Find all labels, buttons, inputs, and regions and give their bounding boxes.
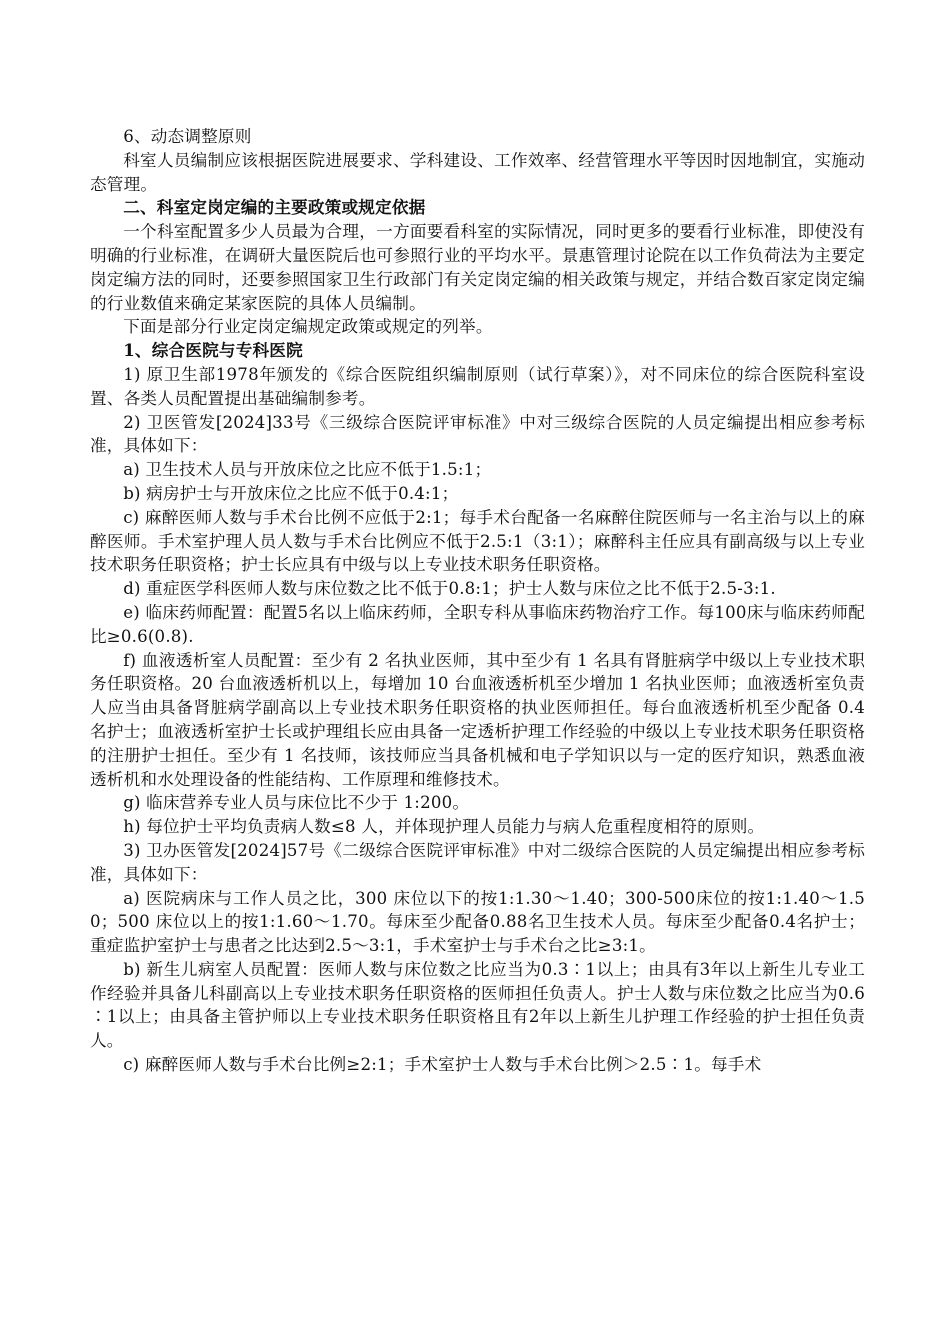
list-item: c) 麻醉医师人数与手术台比例≥2:1；手术室护士人数与手术台比例＞2.5∶1。每手术 bbox=[123, 1055, 762, 1075]
list-item: d) 重症医学科医师人数与床位数之比不低于0.8:1；护士人数与床位之比不低于2.5-3:1. bbox=[123, 579, 776, 599]
list-item: g) 临床营养专业人员与床位比不少于 1:200。 bbox=[123, 793, 470, 813]
list-item: 2) 卫医管发[2024]33号《三级综合医院评审标准》中对三级综合医院的人员定编提出相应参考标准，具体如下： bbox=[90, 412, 865, 456]
list-item: a) 医院病床与工作人员之比，300 床位以下的按1:1.30～1.40；300-500床位的按1:1.40～1.50；500 床位以上的按1:1.60～1.70。每床至少配备0.88名卫生技术人员。每床至少配备0.4名护士；重症监护室护士与患者之比达到2.5～3:1，手术室护士与手术台之比≥3:1。 bbox=[90, 888, 865, 956]
section-heading-dynamic-adjustment: 6、动态调整原则 bbox=[123, 127, 252, 146]
list-item: b) 新生儿病室人员配置：医师人数与床位数之比应当为0.3∶1以上；由具有3年以上新生儿专业工作经验并具备儿科副高以上专业技术职务任职资格的医师担任负责人。护士人数与床位数之比应当为0.6∶1以上；由具备主管护师以上专业技术职务任职资格且有2年以上新生儿护理工作经验的护士担任负责人。 bbox=[90, 959, 865, 1051]
list-item: 1) 原卫生部1978年颁发的《综合医院组织编制原则（试行草案）》，对不同床位的综合医院科室设置、各类人员配置提出基础编制参考。 bbox=[90, 364, 865, 408]
paragraph: 科室人员编制应该根据医院进展要求、学科建设、工作效率、经营管理水平等因时因地制宜，实施动态管理。 bbox=[90, 150, 865, 194]
list-item: c) 麻醉医师人数与手术台比例不应低于2:1；每手术台配备一名麻醉住院医师与一名主治与以上的麻醉医师。手术室护理人员人数与手术台比例应不低于2.5:1（3:1）；麻醉科主任应具有副高级与以上专业技术职务任职资格；护士长应具有中级与以上专业技术职务任职资格。 bbox=[90, 507, 865, 575]
list-item: b) 病房护士与开放床位之比应不低于0.4:1； bbox=[123, 483, 459, 503]
paragraph: 下面是部分行业定岗定编规定政策或规定的列举。 bbox=[123, 317, 493, 337]
document-page bbox=[90, 125, 865, 1077]
list-item: e) 临床药师配置：配置5名以上临床药师，全职专科从事临床药物治疗工作。每100床与临床药师配比≥0.6(0.8). bbox=[90, 602, 865, 646]
section-heading-policy-basis: 二、科室定岗定编的主要政策或规定依据 bbox=[123, 197, 426, 218]
list-item: h) 每位护士平均负责病人数≤8 人，并体现护理人员能力与病人危重程度相符的原则。 bbox=[123, 817, 765, 837]
list-item: 3) 卫办医管发[2024]57号《二级综合医院评审标准》中对二级综合医院的人员定编提出相应参考标准，具体如下： bbox=[90, 840, 865, 884]
subsection-heading-hospitals: 1、综合医院与专科医院 bbox=[123, 340, 303, 361]
list-item: a) 卫生技术人员与开放床位之比应不低于1.5:1； bbox=[123, 460, 492, 480]
paragraph: 一个科室配置多少人员最为合理，一方面要看科室的实际情况，同时更多的要看行业标准，即使没有明确的行业标准，在调研大量医院后也可参照行业的平均水平。景惠管理讨论院在以工作负荷法为主要定岗定编方法的同时，还要参照国家卫生行政部门有关定岗定编的相关政策与规定，并结合数百家定岗定编的行业数值来确定某家医院的具体人员编制。 bbox=[90, 222, 865, 313]
list-item: f) 血液透析室人员配置：至少有 2 名执业医师，其中至少有 1 名具有肾脏病学中级以上专业技术职务任职资格。20 台血液透析机以上，每增加 10 台血液透析机至少增加 1 名执业医师；血液透析室负责人应当由具备肾脏病学副高以上专业技术职务任职资格的执业医师担任。每台血液透析机至少配备 0.4 名护士；血液透析室护士长或护理组长应由具备一定透析护理工作经验的中级以上专业技术职务任职资格的注册护士担任。至少有 1 名技师，该技师应当具备机械和电子学知识以与一定的医疗知识，熟悉血液透析机和水处理设备的性能结构、工作原理和维修技术。 bbox=[90, 650, 865, 789]
